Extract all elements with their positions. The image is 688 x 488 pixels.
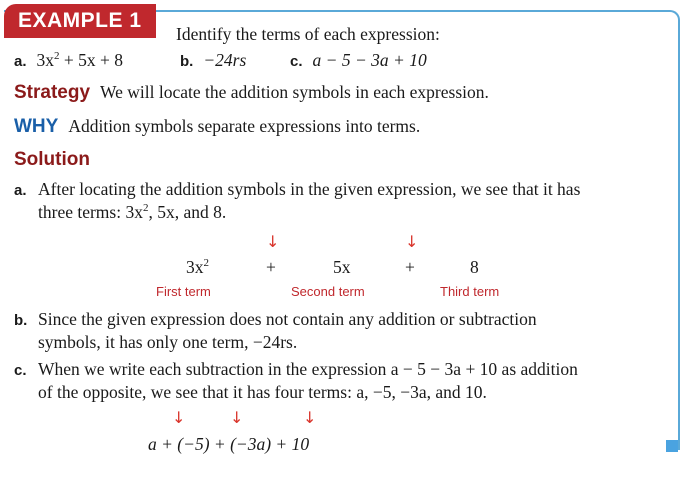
part-b xyxy=(180,50,246,71)
end-marker xyxy=(666,440,678,452)
caption-second-term: Second term xyxy=(291,284,365,299)
solution-a-line2-sup: 2 xyxy=(142,202,149,215)
arrow-icon: ↓ xyxy=(172,408,186,427)
solution-a-line2 xyxy=(38,202,226,223)
solution-c-label: c. xyxy=(14,362,27,379)
term-second: 5x xyxy=(333,257,351,277)
part-a-expr-exp: 2 xyxy=(54,50,60,63)
solution-a-line1: After locating the addition symbols in the given expression, we see that it has xyxy=(38,179,581,199)
caption-third-term: Third term xyxy=(440,284,500,299)
part-c-label: c. xyxy=(290,53,303,70)
part-c-expr: a − 5 − 3a + 10 xyxy=(312,50,427,70)
solution-a-line2-pre: three terms: 3x xyxy=(38,202,143,222)
part-a xyxy=(14,50,123,71)
strategy-heading: Strategy xyxy=(14,82,91,103)
plus-sign: + xyxy=(266,257,276,277)
solution-b-line2: symbols, it has only one term, −24rs. xyxy=(38,332,298,352)
example-badge: EXAMPLE 1 xyxy=(4,4,156,38)
part-a-expr-rest: + 5x + 8 xyxy=(59,50,124,70)
strategy-line xyxy=(14,82,489,104)
part-a-label: a. xyxy=(14,53,27,70)
why-line xyxy=(14,116,420,138)
solution-c-line1: When we write each subtraction in the expression a − 5 − 3a + 10 as addition xyxy=(38,359,578,379)
plus-sign: + xyxy=(405,257,415,277)
example-prompt: Identify the terms of each expression: xyxy=(176,24,440,44)
arrow-icon: ↓ xyxy=(405,232,419,251)
solution-c-rewritten: a + (−5) + (−3a) + 10 xyxy=(148,434,310,454)
solution-c-line2: of the opposite, we see that it has four terms: a, −5, −3a, and 10. xyxy=(38,382,487,402)
solution-heading: Solution xyxy=(14,149,90,170)
caption-first-term: First term xyxy=(156,284,211,299)
solution-a-line2-post: , 5x, and 8. xyxy=(148,202,227,222)
strategy-text: We will locate the addition symbols in each expression. xyxy=(100,82,489,102)
term-third: 8 xyxy=(470,257,479,277)
why-text: Addition symbols separate expressions into terms. xyxy=(68,116,421,136)
solution-a-label: a. xyxy=(14,182,27,199)
arrow-icon: ↓ xyxy=(230,408,244,427)
solution-b-label: b. xyxy=(14,312,28,329)
arrow-icon: ↓ xyxy=(266,232,280,251)
arrow-icon: ↓ xyxy=(303,408,317,427)
part-c xyxy=(290,50,427,71)
part-b-expr: −24rs xyxy=(203,50,247,70)
part-b-label: b. xyxy=(180,53,194,70)
solution-b-line1: Since the given expression does not contain any addition or subtraction xyxy=(38,309,537,329)
why-heading: WHY xyxy=(14,116,59,137)
term-first: $3x^2$ xyxy=(186,257,209,277)
part-a-expr-base: 3x xyxy=(36,50,55,70)
